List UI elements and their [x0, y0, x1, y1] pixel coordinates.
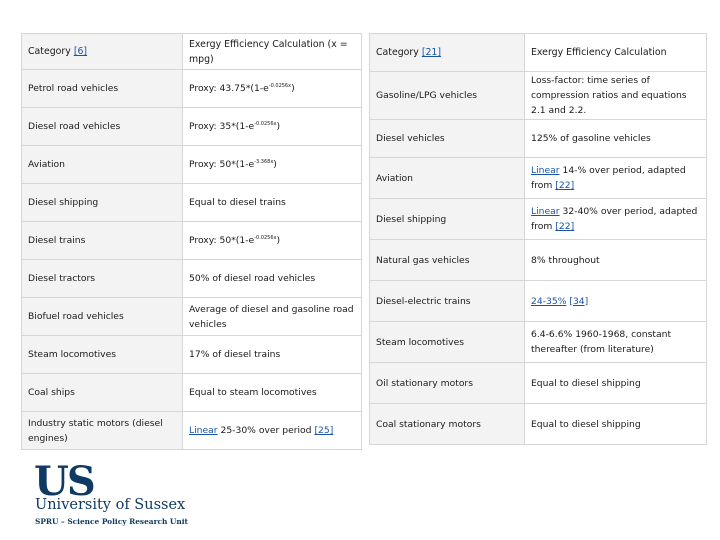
calc-text: ) [273, 159, 277, 170]
table-row [370, 363, 707, 404]
calc-cell [525, 158, 707, 199]
calc-cell [183, 108, 362, 146]
category-cell: Diesel tractors [22, 260, 183, 298]
table-row [22, 336, 362, 374]
percent-link[interactable]: 24-35% [531, 295, 567, 307]
university-name: University of Sussex [35, 497, 186, 513]
logo-mark: US [34, 458, 94, 505]
calc-cell [183, 70, 362, 108]
table-row [370, 72, 707, 120]
calc-text: ) [276, 121, 281, 132]
category-cell: Oil stationary motors [370, 363, 525, 404]
reference-link[interactable]: [22] [555, 221, 575, 232]
category-cell: Diesel shipping [22, 184, 183, 222]
table-row [22, 412, 362, 450]
calc-cell: Equal to steam locomotives [183, 374, 362, 412]
header-calc-cell: Exergy Efficiency Calculation [525, 34, 707, 72]
header-category-cell [22, 34, 183, 70]
calc-cell: Equal to diesel shipping [525, 404, 707, 445]
table-row [370, 199, 707, 240]
calc-exponent: -0.0256x [268, 83, 292, 89]
category-cell: Biofuel road vehicles [22, 298, 183, 336]
reference-link[interactable]: [22] [555, 180, 575, 191]
table-row [22, 146, 362, 184]
header-category-label: Category [376, 47, 419, 58]
calc-text: ) [291, 83, 295, 94]
category-cell: Steam locomotives [22, 336, 183, 374]
table-header-row [22, 34, 362, 70]
category-cell: Coal ships [22, 374, 183, 412]
table-row [22, 374, 362, 412]
reference-link[interactable]: [25] [314, 425, 334, 436]
table-row [370, 322, 707, 363]
university-logo [34, 458, 284, 528]
table-row [370, 120, 707, 158]
reference-link[interactable]: [21] [421, 47, 442, 58]
calc-cell: 125% of gasoline vehicles [525, 120, 707, 158]
table-row [22, 260, 362, 298]
category-cell: Coal stationary motors [370, 404, 525, 445]
category-cell: Diesel-electric trains [370, 281, 525, 322]
calc-text: 32-40% over period, adapted from [531, 206, 698, 232]
table-row [22, 298, 362, 336]
calc-cell: 17% of diesel trains [183, 336, 362, 374]
linear-link[interactable]: Linear [531, 206, 560, 217]
header-calc-cell [183, 34, 362, 70]
category-cell: Aviation [22, 146, 183, 184]
category-cell: Diesel shipping [370, 199, 525, 240]
header-category-label: Category [28, 46, 71, 57]
table-row [22, 184, 362, 222]
calc-text: Proxy: 43.75*(1-e [189, 83, 269, 94]
category-cell: Petrol road vehicles [22, 70, 183, 108]
calc-exponent: -3.368x [254, 159, 274, 165]
calc-cell: Equal to diesel shipping [525, 363, 707, 404]
category-cell: Diesel trains [22, 222, 183, 260]
table-row [370, 240, 707, 281]
header-calc-label: Exergy Efficiency Calculation (x = mpg) [189, 38, 348, 65]
unit-subtitle: SPRU – Science Policy Research Unit [35, 517, 188, 526]
table-row [370, 158, 707, 199]
calc-text: Proxy: 50*(1-e [189, 235, 255, 246]
calc-cell [525, 199, 707, 240]
reference-link[interactable]: [34] [569, 295, 589, 307]
linear-link[interactable]: Linear [531, 165, 560, 176]
calc-text: 14-% over period, adapted from [531, 165, 686, 191]
calc-text: Proxy: 50*(1-e [189, 159, 255, 170]
calc-text: Proxy: 35*(1-e [189, 121, 255, 132]
table-row [22, 108, 362, 146]
calc-cell [183, 222, 362, 260]
calc-cell [183, 146, 362, 184]
table-row [370, 404, 707, 445]
calc-cell: 8% throughout [525, 240, 707, 281]
reference-link[interactable]: [6] [73, 46, 88, 57]
calc-cell [525, 281, 707, 322]
left-efficiency-table [21, 33, 362, 450]
category-cell: Natural gas vehicles [370, 240, 525, 281]
calc-exponent: -0.0256x [254, 121, 277, 127]
calc-exponent: -0.0256x [254, 235, 277, 241]
right-efficiency-table [369, 33, 707, 445]
calc-cell [183, 412, 362, 450]
linear-link[interactable]: Linear [189, 425, 218, 436]
calc-text: ) [276, 235, 281, 246]
calc-cell: 50% of diesel road vehicles [183, 260, 362, 298]
calc-cell: Loss-factor: time series of compression ratios and equations 2.1 and 2.2. [525, 72, 707, 120]
category-cell: Steam locomotives [370, 322, 525, 363]
calc-cell: 6.4-6.6% 1960-1968, constant thereafter (from literature) [525, 322, 707, 363]
category-cell: Diesel vehicles [370, 120, 525, 158]
table-row [370, 281, 707, 322]
table-header-row [370, 34, 707, 72]
category-cell: Diesel road vehicles [22, 108, 183, 146]
calc-cell: Average of diesel and gasoline road vehicles [183, 298, 362, 336]
calc-text: 25-30% over period [217, 425, 315, 436]
header-category-cell [370, 34, 525, 72]
category-cell: Gasoline/LPG vehicles [370, 72, 525, 120]
table-row [22, 70, 362, 108]
table-row [22, 222, 362, 260]
category-cell: Aviation [370, 158, 525, 199]
category-cell: Industry static motors (diesel engines) [22, 412, 183, 450]
calc-cell: Equal to diesel trains [183, 184, 362, 222]
